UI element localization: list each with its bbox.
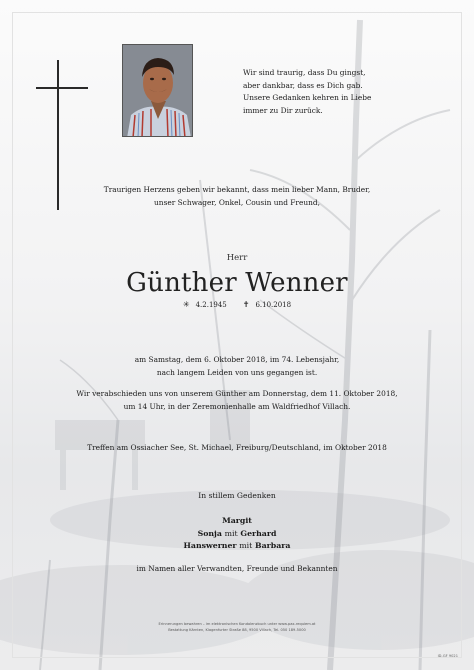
- funeral-details: [0, 388, 474, 413]
- footer-line: Erinnerungen bewahren – im elektronischen Kondolenzbuch unter www.pax-requiem.at: [158, 622, 316, 626]
- memorial-poem: [243, 67, 413, 117]
- death-notice: [0, 354, 474, 379]
- mourner-name: Margit: [222, 516, 252, 525]
- birth-date: 4.2.1945: [195, 301, 227, 309]
- announcement-intro: [0, 184, 474, 209]
- honorific: Herr: [226, 253, 248, 263]
- mourner-name: Barbara: [255, 541, 291, 550]
- relatives-line: im Namen aller Verwandten, Freunde und Bekannten: [136, 564, 338, 573]
- death-cross-icon: ✝: [242, 300, 250, 309]
- poem-line: immer zu Dir zurück.: [243, 105, 323, 115]
- death-date: 6.10.2018: [255, 301, 292, 309]
- gathering-notice: Treffen am Ossiacher See, St. Michael, Freiburg/Deutschland, im Oktober 2018: [87, 443, 387, 452]
- birth-star-icon: ✳: [182, 300, 190, 309]
- poem-line: Wir sind traurig, dass Du gingst,: [243, 68, 366, 77]
- poem-line: Unsere Gedanken kehren in Liebe: [243, 93, 372, 103]
- death-notice-line: nach langem Leiden von uns gegangen ist.: [156, 367, 318, 377]
- footer-line: Bestattung Kärnten, Klagenfurter Straße 88, 9500 Villach, Tel. 050 189-5000: [168, 628, 306, 632]
- mourner-name: Gerhard: [240, 528, 277, 538]
- intro-line: Traurigen Herzens geben wir bekannt, dass mein lieber Mann, Bruder,: [103, 185, 371, 194]
- poem-line: aber dankbar, dass es Dich gab.: [243, 80, 363, 90]
- portrait-photo: [122, 44, 193, 137]
- death-notice-line: am Samstag, dem 6. Oktober 2018, im 74. Lebensjahr,: [134, 355, 340, 364]
- funeral-line: Wir verabschieden uns von unserem Günther am Donnerstag, dem 11. Oktober 2018,: [76, 389, 398, 398]
- mourner-list: [0, 515, 474, 553]
- mourner-couple: [0, 528, 474, 541]
- closing-phrase: In stillem Gedenken: [198, 491, 276, 500]
- life-dates: [0, 300, 474, 310]
- mourner-name: Hanswerner: [183, 541, 237, 550]
- funeral-home-footer: [0, 621, 474, 633]
- mourner-couple: [0, 540, 474, 553]
- document-code: ID-GF 9021: [437, 654, 458, 658]
- conjunction: mit: [239, 541, 253, 550]
- intro-line: unser Schwager, Onkel, Cousin und Freund,: [154, 197, 320, 207]
- deceased-name: Günther Wenner: [126, 268, 348, 298]
- mourner-name: Sonja: [197, 528, 222, 538]
- conjunction: mit: [224, 528, 238, 538]
- funeral-line: um 14 Uhr, in der Zeremonienhalle am Waldfriedhof Villach.: [123, 401, 351, 411]
